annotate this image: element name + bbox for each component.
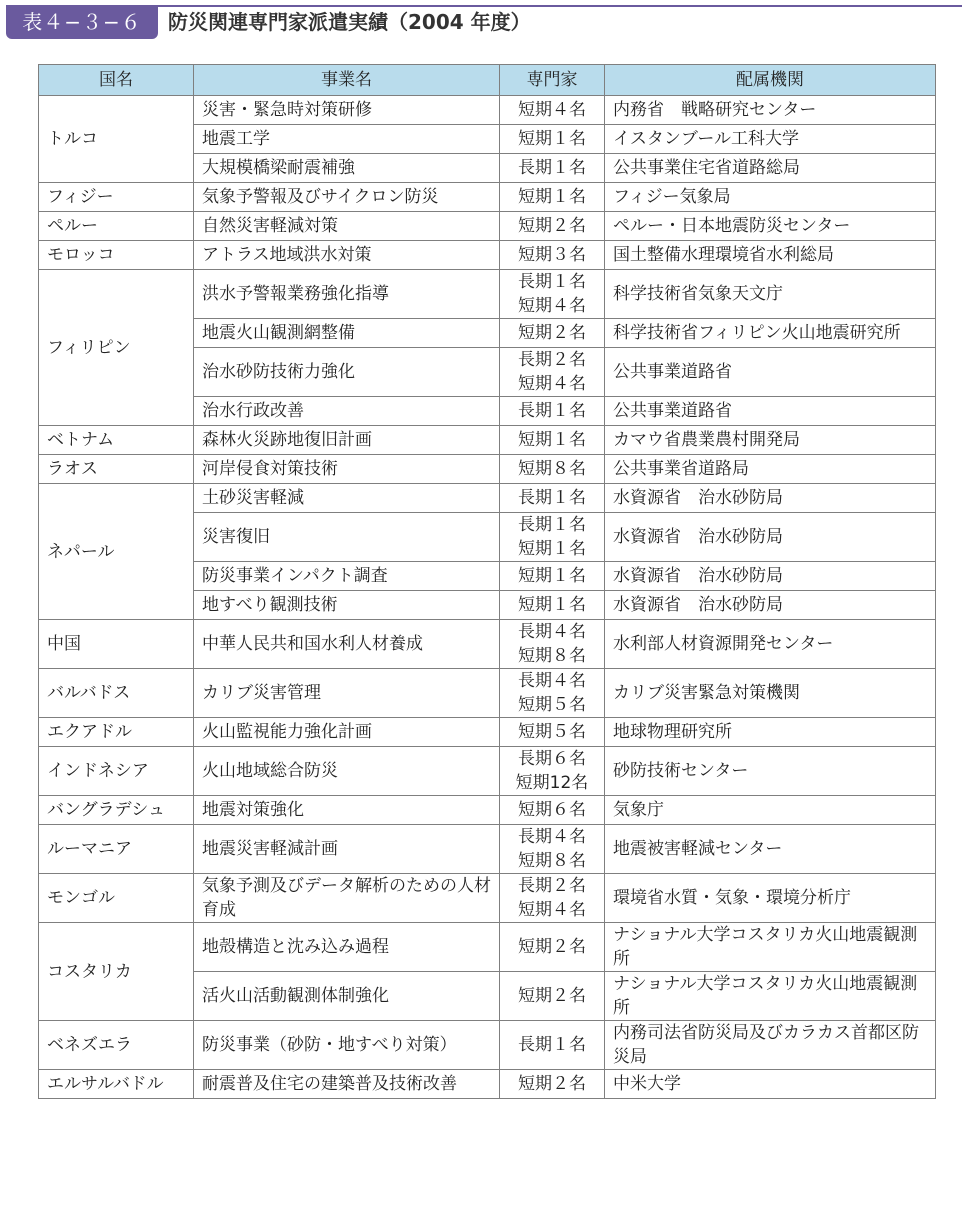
experts-cell [500, 747, 605, 796]
project-cell: 災害・緊急時対策研修 [194, 96, 500, 125]
table-row [39, 426, 936, 455]
experts-cell [500, 874, 605, 923]
project-cell: 火山地域総合防災 [194, 747, 500, 796]
table-row [39, 874, 936, 923]
experts-cell [500, 348, 605, 397]
expert-count: 短期２名 [518, 937, 586, 957]
experts-cell [500, 183, 605, 212]
expert-count: 短期１名 [518, 566, 586, 586]
project-cell: 大規模橋梁耐震補強 [194, 154, 500, 183]
country-cell: コスタリカ [39, 923, 194, 1021]
table-row [39, 1021, 936, 1070]
table-row [39, 96, 936, 125]
expert-count: 短期２名 [518, 216, 586, 236]
agency-cell: 科学技術省フィリピン火山地震研究所 [605, 319, 936, 348]
country-cell: ベネズエラ [39, 1021, 194, 1070]
country-cell: トルコ [39, 96, 194, 183]
expert-count: 短期４名 [518, 296, 586, 316]
table-row [39, 620, 936, 669]
table-row [39, 270, 936, 319]
project-cell: 地殻構造と沈み込み過程 [194, 923, 500, 972]
country-cell: ルーマニア [39, 825, 194, 874]
agency-cell: 砂防技術センター [605, 747, 936, 796]
expert-count: 短期１名 [518, 595, 586, 615]
agency-cell: ペルー・日本地震防災センター [605, 212, 936, 241]
expert-count: 長期４名 [518, 622, 586, 642]
expert-count: 短期８名 [518, 851, 586, 871]
expert-count: 短期２名 [518, 1074, 586, 1094]
agency-cell: 地震被害軽減センター [605, 825, 936, 874]
project-cell: 気象予測及びデータ解析のための人材育成 [194, 874, 500, 923]
experts-cell [500, 154, 605, 183]
expert-count: 短期１名 [518, 129, 586, 149]
experts-cell [500, 796, 605, 825]
country-cell: バルバドス [39, 669, 194, 718]
project-cell: 地すべり観測技術 [194, 591, 500, 620]
experts-cell [500, 669, 605, 718]
country-cell: エルサルバドル [39, 1070, 194, 1099]
agency-cell: 水資源省 治水砂防局 [605, 591, 936, 620]
expert-count: 長期１名 [518, 272, 586, 292]
project-cell: 地震対策強化 [194, 796, 500, 825]
experts-cell [500, 1070, 605, 1099]
project-cell: 森林火災跡地復旧計画 [194, 426, 500, 455]
experts-cell [500, 825, 605, 874]
project-cell: 気象予警報及びサイクロン防災 [194, 183, 500, 212]
project-cell: 洪水予警報業務強化指導 [194, 270, 500, 319]
table-row [39, 747, 936, 796]
table-row [39, 212, 936, 241]
experts-cell [500, 513, 605, 562]
agency-cell: イスタンブール工科大学 [605, 125, 936, 154]
agency-cell: ナショナル大学コスタリカ火山地震観測所 [605, 972, 936, 1021]
expert-count: 長期１名 [518, 158, 586, 178]
expert-count: 短期６名 [518, 800, 586, 820]
expert-count: 短期８名 [518, 459, 586, 479]
table-row [39, 718, 936, 747]
table-title: 防災関連専門家派遣実績（2004 年度） [168, 10, 531, 34]
table-number-badge: 表４−３−６ [6, 5, 158, 39]
project-cell: 土砂災害軽減 [194, 484, 500, 513]
expert-count: 長期４名 [518, 827, 586, 847]
table-row [39, 669, 936, 718]
expert-count: 短期５名 [518, 722, 586, 742]
experts-cell [500, 96, 605, 125]
project-cell: 中華人民共和国水利人材養成 [194, 620, 500, 669]
expert-count: 長期４名 [518, 671, 586, 691]
column-header-experts: 専門家 [500, 65, 605, 96]
agency-cell: 水資源省 治水砂防局 [605, 484, 936, 513]
agency-cell: 公共事業住宅省道路総局 [605, 154, 936, 183]
experts-cell [500, 1021, 605, 1070]
agency-cell: 水資源省 治水砂防局 [605, 513, 936, 562]
country-cell: ベトナム [39, 426, 194, 455]
expert-count: 短期４名 [518, 374, 586, 394]
experts-cell [500, 972, 605, 1021]
country-cell: モンゴル [39, 874, 194, 923]
project-cell: 耐震普及住宅の建築普及技術改善 [194, 1070, 500, 1099]
table-row [39, 825, 936, 874]
project-cell: 地震工学 [194, 125, 500, 154]
expert-count: 長期２名 [518, 350, 586, 370]
expert-count: 長期１名 [518, 488, 586, 508]
project-cell: 災害復旧 [194, 513, 500, 562]
experts-cell [500, 241, 605, 270]
country-cell: フィジー [39, 183, 194, 212]
experts-cell [500, 212, 605, 241]
agency-cell: 内務省 戦略研究センター [605, 96, 936, 125]
experts-cell [500, 923, 605, 972]
experts-cell [500, 397, 605, 426]
expert-count: 長期１名 [518, 515, 586, 535]
experts-cell [500, 718, 605, 747]
expert-dispatch-table [38, 64, 936, 1099]
country-cell: エクアドル [39, 718, 194, 747]
table-row [39, 923, 936, 972]
project-cell: 火山監視能力強化計画 [194, 718, 500, 747]
column-header-agency: 配属機関 [605, 65, 936, 96]
table-row [39, 455, 936, 484]
column-header-project: 事業名 [194, 65, 500, 96]
experts-cell [500, 455, 605, 484]
experts-cell [500, 562, 605, 591]
project-cell: 治水砂防技術力強化 [194, 348, 500, 397]
agency-cell: カリブ災害緊急対策機関 [605, 669, 936, 718]
project-cell: 地震火山観測網整備 [194, 319, 500, 348]
experts-cell [500, 484, 605, 513]
experts-cell [500, 270, 605, 319]
expert-count: 短期８名 [518, 646, 586, 666]
expert-count: 短期２名 [518, 986, 586, 1006]
table-row [39, 796, 936, 825]
expert-count: 短期１名 [518, 539, 586, 559]
project-cell: 自然災害軽減対策 [194, 212, 500, 241]
agency-cell: 公共事業省道路局 [605, 455, 936, 484]
agency-cell: ナショナル大学コスタリカ火山地震観測所 [605, 923, 936, 972]
column-header-country: 国名 [39, 65, 194, 96]
agency-cell: 公共事業道路省 [605, 397, 936, 426]
expert-count: 短期１名 [518, 430, 586, 450]
table-row [39, 1070, 936, 1099]
agency-cell: 環境省水質・気象・環境分析庁 [605, 874, 936, 923]
country-cell: 中国 [39, 620, 194, 669]
agency-cell: 中米大学 [605, 1070, 936, 1099]
table-body [39, 96, 936, 1099]
country-cell: インドネシア [39, 747, 194, 796]
country-cell: ラオス [39, 455, 194, 484]
expert-count: 短期３名 [518, 245, 586, 265]
expert-count: 短期５名 [518, 695, 586, 715]
table-row [39, 183, 936, 212]
project-cell: 地震災害軽減計画 [194, 825, 500, 874]
country-cell: バングラデシュ [39, 796, 194, 825]
country-cell: モロッコ [39, 241, 194, 270]
agency-cell: 科学技術省気象天文庁 [605, 270, 936, 319]
agency-cell: 内務司法省防災局及びカラカス首都区防災局 [605, 1021, 936, 1070]
table-header [0, 0, 965, 40]
expert-count: 長期６名 [518, 749, 586, 769]
expert-count: 短期１名 [518, 187, 586, 207]
table-row [39, 484, 936, 513]
agency-cell: 水資源省 治水砂防局 [605, 562, 936, 591]
expert-count: 長期２名 [518, 876, 586, 896]
expert-count: 短期２名 [518, 323, 586, 343]
project-cell: カリブ災害管理 [194, 669, 500, 718]
agency-cell: 公共事業道路省 [605, 348, 936, 397]
project-cell: 活火山活動観測体制強化 [194, 972, 500, 1021]
project-cell: 防災事業インパクト調査 [194, 562, 500, 591]
experts-cell [500, 125, 605, 154]
agency-cell: 水利部人材資源開発センター [605, 620, 936, 669]
country-cell: ネパール [39, 484, 194, 620]
country-cell: フィリピン [39, 270, 194, 426]
expert-count: 短期12名 [515, 773, 589, 793]
experts-cell [500, 426, 605, 455]
column-header-row [39, 65, 936, 96]
project-cell: 治水行政改善 [194, 397, 500, 426]
agency-cell: 国土整備水理環境省水利総局 [605, 241, 936, 270]
expert-count: 長期１名 [518, 401, 586, 421]
project-cell: 河岸侵食対策技術 [194, 455, 500, 484]
experts-cell [500, 620, 605, 669]
experts-cell [500, 319, 605, 348]
country-cell: ペルー [39, 212, 194, 241]
expert-count: 長期１名 [518, 1035, 586, 1055]
agency-cell: 気象庁 [605, 796, 936, 825]
agency-cell: 地球物理研究所 [605, 718, 936, 747]
expert-count: 短期４名 [518, 100, 586, 120]
agency-cell: カマウ省農業農村開発局 [605, 426, 936, 455]
table-row [39, 241, 936, 270]
agency-cell: フィジー気象局 [605, 183, 936, 212]
project-cell: 防災事業（砂防・地すべり対策） [194, 1021, 500, 1070]
expert-count: 短期４名 [518, 900, 586, 920]
project-cell: アトラス地域洪水対策 [194, 241, 500, 270]
experts-cell [500, 591, 605, 620]
